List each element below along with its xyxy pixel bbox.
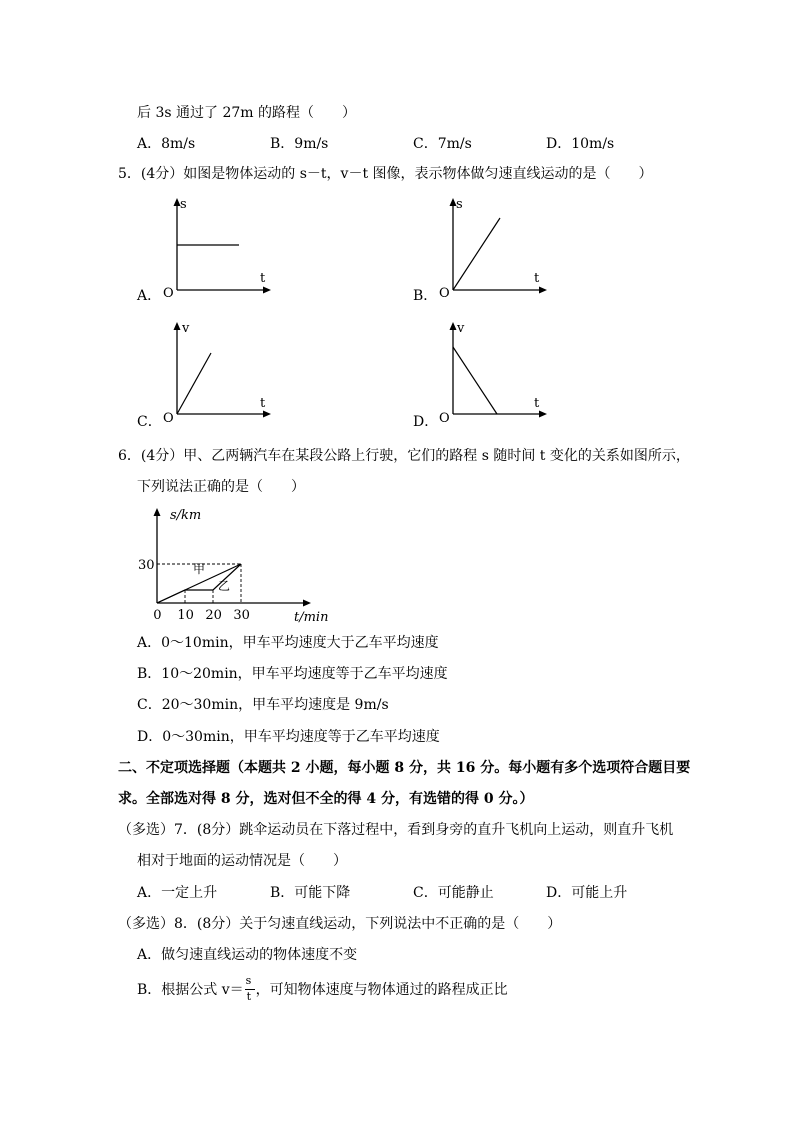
q7-option-d: D．可能上升	[546, 885, 628, 901]
graph-c-origin: O	[163, 411, 174, 426]
x-tick-label: 10	[177, 608, 194, 623]
graph-a-origin: O	[163, 286, 174, 301]
q6-stem-line1: 6．(4分）甲、乙两辆汽车在某段公路上行驶，它们的路程 s 随时间 t 变化的关系如图所示，	[118, 448, 690, 464]
q6-option-c: C．20～30min，甲车平均速度是 9m/s	[137, 697, 389, 713]
q6-stem-line2: 下列说法正确的是（ ）	[137, 479, 305, 495]
q7-stem-line1: （多选）7．(8分）跳伞运动员在下落过程中，看到身旁的直升飞机向上运动，则直升飞机	[118, 822, 674, 838]
graph-d-y-label: v	[457, 321, 465, 336]
graph-a-y-label: s	[180, 197, 187, 212]
q6-distance-time-chart	[130, 500, 330, 630]
q8-option-b	[137, 974, 508, 1003]
q4-option-b: B．9m/s	[270, 136, 329, 152]
chart-x-axis-label: t/min	[294, 610, 329, 625]
graph-c-y-label: v	[182, 321, 190, 336]
q8-stem: （多选）8．(8分）关于匀速直线运动，下列说法中不正确的是（ ）	[118, 916, 562, 932]
graph-d-line	[453, 347, 497, 414]
graph-b-x-label: t	[534, 271, 540, 286]
q4-option-d: D．10m/s	[546, 136, 615, 152]
section2-heading-line1: 二、不定项选择题（本题共 2 小题，每小题 8 分，共 16 分。每小题有多个选项符合题目要	[118, 760, 691, 776]
q6-option-a: A．0～10min，甲车平均速度大于乙车平均速度	[137, 635, 439, 651]
fraction-numerator: s	[245, 974, 252, 987]
series-label-jia: 甲	[193, 562, 206, 576]
section2-heading-line2: 求。全部选对得 8 分，选对但不全的得 4 分，有选错的得 0 分。）	[118, 791, 534, 807]
graph-a-x-label: t	[260, 271, 266, 286]
q8-option-b-suffix: ，可知物体速度与物体通过的路程成正比	[255, 982, 508, 998]
fraction-denominator: t	[246, 990, 252, 1003]
q6-option-b: B．10～20min，甲车平均速度等于乙车平均速度	[137, 666, 448, 682]
graph-c-x-label: t	[260, 396, 266, 411]
speed-formula-fraction	[244, 974, 256, 1003]
x-tick-label: 20	[205, 608, 222, 623]
graph-b-y-label: s	[456, 197, 463, 212]
q4-option-a: A．8m/s	[137, 136, 196, 152]
q7-option-a: A．一定上升	[137, 885, 218, 901]
series-label-yi: 乙	[218, 579, 231, 593]
graph-a-label: A．	[137, 288, 162, 304]
q7-stem-line2: 相对于地面的运动情况是（ ）	[137, 853, 347, 869]
graph-d-x-label: t	[534, 396, 540, 411]
graph-b-label: B．	[413, 288, 438, 304]
q7-option-c: C．可能静止	[413, 885, 494, 901]
q4-option-c: C．7m/s	[413, 136, 472, 152]
graph-b-line	[453, 218, 500, 290]
chart-y-axis-label: s/km	[170, 508, 202, 523]
q7-option-b: B．可能下降	[270, 885, 351, 901]
q8-option-b-prefix: B．根据公式 v＝	[137, 982, 244, 998]
q8-option-a: A．做匀速直线运动的物体速度不变	[137, 947, 358, 963]
graph-c-line	[177, 353, 211, 414]
graph-b-origin: O	[439, 286, 450, 301]
q4-stem-tail: 后 3s 通过了 27m 的路程（ ）	[137, 105, 356, 121]
x-tick-label: 30	[233, 608, 250, 623]
graph-c-label: C．	[137, 414, 162, 430]
q6-option-d: D．0～30min，甲车平均速度等于乙车平均速度	[137, 729, 440, 745]
graph-d-origin: O	[439, 411, 450, 426]
x-tick-label: 0	[153, 608, 162, 623]
y-tick-label: 30	[138, 558, 155, 573]
graph-d-label: D．	[413, 414, 439, 430]
q5-stem: 5．(4分）如图是物体运动的 s－t，v－t 图像，表示物体做匀速直线运动的是（ ）	[118, 166, 653, 182]
